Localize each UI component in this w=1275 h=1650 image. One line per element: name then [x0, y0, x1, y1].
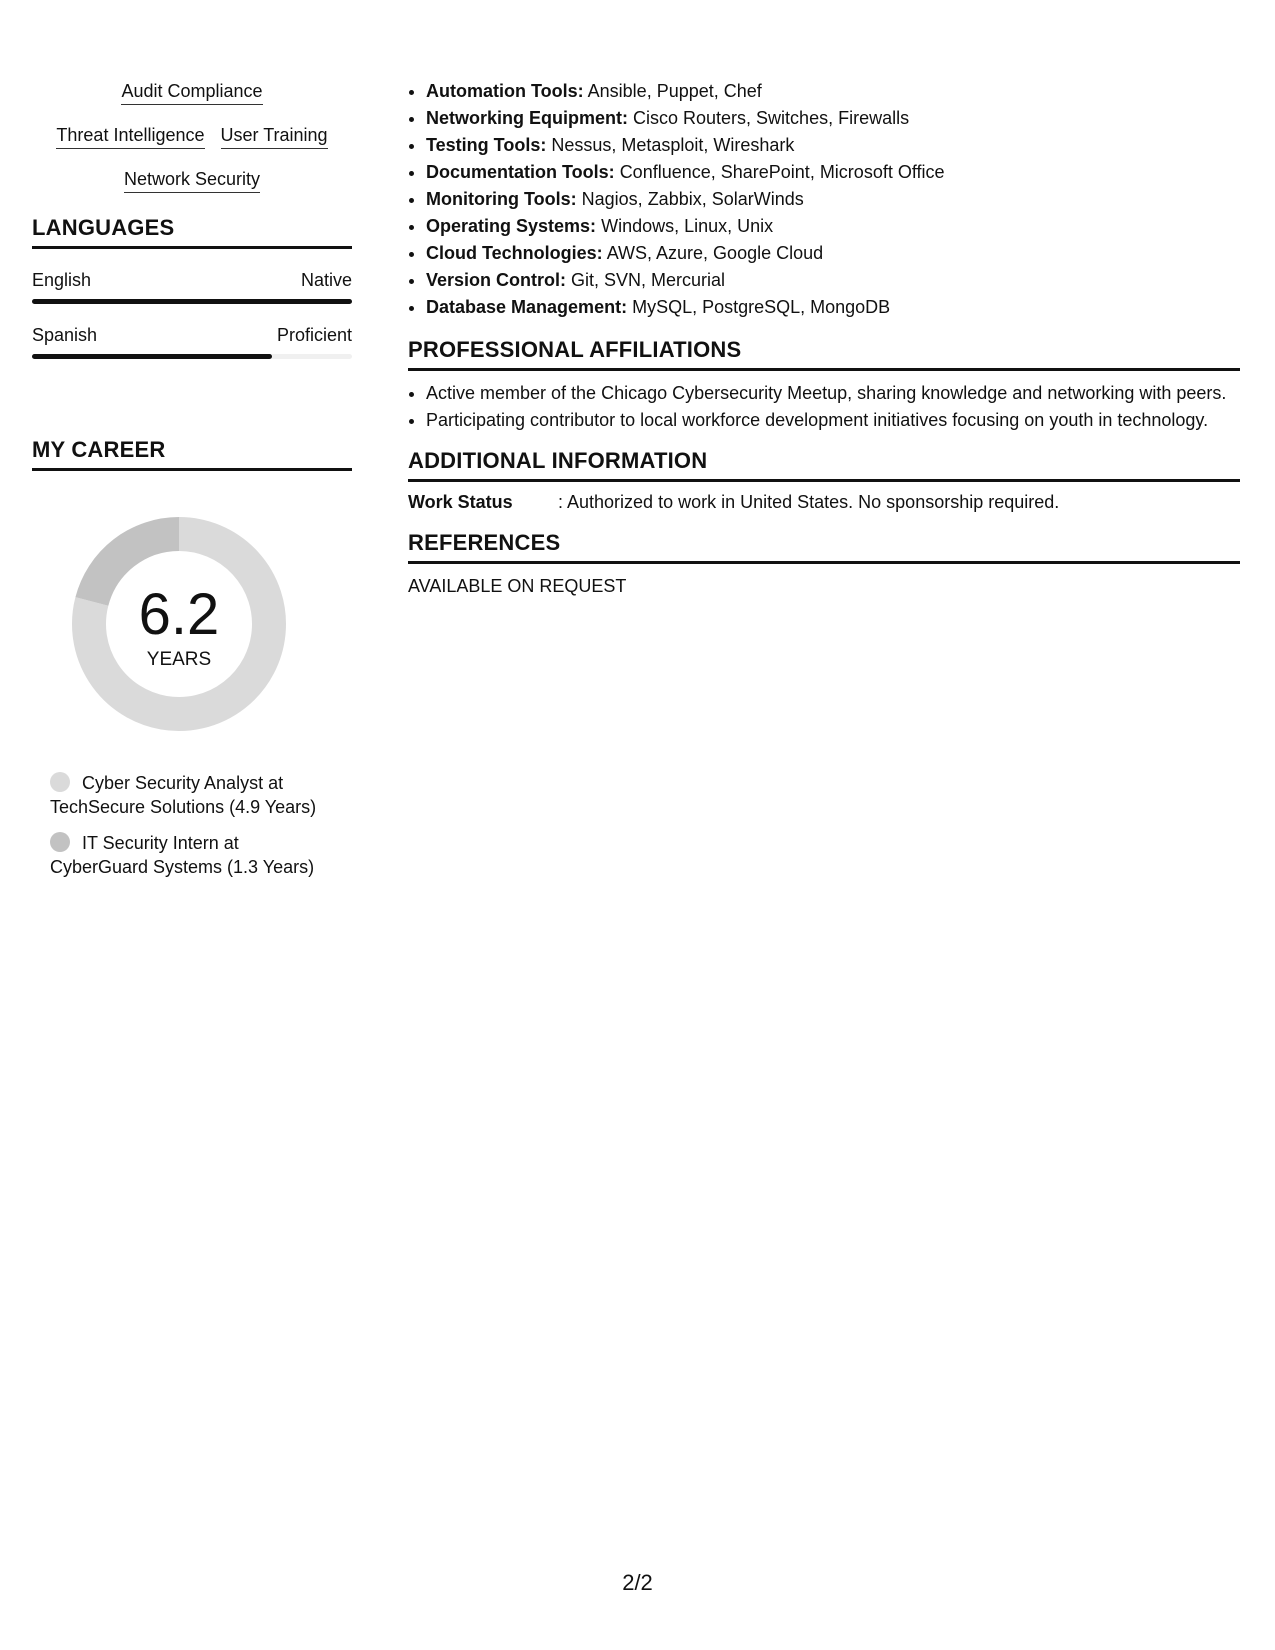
work-status-label: Work Status	[408, 492, 513, 512]
affiliations-heading: PROFESSIONAL AFFILIATIONS	[408, 337, 1240, 371]
career-total-years: 6.2	[138, 582, 220, 647]
language-item	[32, 324, 352, 359]
tools-label: Networking Equipment:	[426, 108, 628, 128]
tools-label: Documentation Tools:	[426, 162, 615, 182]
tools-item	[426, 267, 1240, 294]
language-name: Spanish	[32, 325, 98, 345]
skill-tag: Audit Compliance	[121, 80, 262, 105]
tools-label: Cloud Technologies:	[426, 243, 603, 263]
tools-item	[426, 294, 1240, 321]
language-level: Native	[300, 270, 352, 290]
tools-value: Windows, Linux, Unix	[601, 216, 774, 236]
page-number: 2/2	[622, 1570, 653, 1595]
legend-dot-icon	[50, 832, 70, 852]
tools-label: Automation Tools:	[426, 81, 584, 101]
additional-info-section	[408, 448, 1240, 514]
career-role-label: IT Security Intern at CyberGuard Systems (1.3 Years)	[50, 833, 315, 877]
language-item	[32, 269, 352, 304]
career-legend	[50, 771, 340, 879]
skill-tag: User Training	[221, 124, 328, 149]
work-status-row	[408, 490, 1240, 514]
tools-label: Database Management:	[426, 297, 628, 317]
tools-item	[426, 78, 1240, 105]
skill-row	[32, 80, 352, 105]
skill-row	[32, 124, 352, 149]
skill-tags	[32, 80, 352, 193]
career-role-label: Cyber Security Analyst at TechSecure Solutions (4.9 Years)	[50, 773, 317, 817]
affiliations-section	[408, 337, 1240, 432]
tools-item	[426, 240, 1240, 267]
languages-heading: LANGUAGES	[32, 215, 352, 249]
tools-item	[426, 159, 1240, 186]
language-bar-fill	[32, 354, 272, 359]
tools-value: MySQL, PostgreSQL, MongoDB	[632, 297, 891, 317]
language-level: Proficient	[276, 325, 352, 345]
language-bar	[32, 354, 352, 359]
tools-value: Nessus, Metasploit, Wireshark	[551, 135, 795, 155]
career-heading: MY CAREER	[32, 437, 352, 471]
tools-label: Monitoring Tools:	[426, 189, 577, 209]
career-total-unit: YEARS	[146, 649, 212, 670]
donut-center	[66, 511, 292, 737]
affiliation-item: • Participating contributor to local workforce development initiatives focusing on youth in technology.	[426, 408, 1240, 432]
tools-item	[426, 213, 1240, 240]
tools-item	[426, 105, 1240, 132]
tools-value: Cisco Routers, Switches, Firewalls	[633, 108, 910, 128]
references-text: AVAILABLE ON REQUEST	[408, 576, 627, 596]
legend-dot-icon	[50, 772, 70, 792]
affiliation-item: • Active member of the Chicago Cybersecurity Meetup, sharing knowledge and networking with peers.	[426, 381, 1240, 405]
references-section	[408, 530, 1240, 598]
language-bar	[32, 299, 352, 304]
career-section	[32, 437, 352, 879]
skill-row	[32, 168, 352, 193]
tools-label: Testing Tools:	[426, 135, 547, 155]
tools-label: Operating Systems:	[426, 216, 597, 236]
language-name: English	[32, 270, 92, 290]
career-legend-item	[50, 831, 340, 879]
skill-tag: Network Security	[124, 168, 260, 193]
tools-list	[408, 78, 1240, 321]
tools-label: Version Control:	[426, 270, 567, 290]
tools-value: Confluence, SharePoint, Microsoft Office	[619, 162, 945, 182]
career-legend-item	[50, 771, 340, 819]
affiliations-list	[408, 381, 1240, 432]
additional-info-heading: ADDITIONAL INFORMATION	[408, 448, 1240, 482]
tools-item	[426, 186, 1240, 213]
tools-value: Git, SVN, Mercurial	[571, 270, 726, 290]
skill-tag: Threat Intelligence	[56, 124, 204, 149]
references-heading: REFERENCES	[408, 530, 1240, 564]
work-status-value: : Authorized to work in United States. No sponsorship required.	[558, 492, 1060, 512]
right-column	[408, 78, 1240, 598]
languages-section	[32, 215, 352, 359]
career-donut-chart	[66, 511, 292, 737]
tools-value: Nagios, Zabbix, SolarWinds	[581, 189, 804, 209]
tools-value: AWS, Azure, Google Cloud	[606, 243, 824, 263]
tools-value: Ansible, Puppet, Chef	[587, 81, 762, 101]
tools-item	[426, 132, 1240, 159]
left-column	[32, 80, 352, 891]
language-bar-fill	[32, 299, 352, 304]
